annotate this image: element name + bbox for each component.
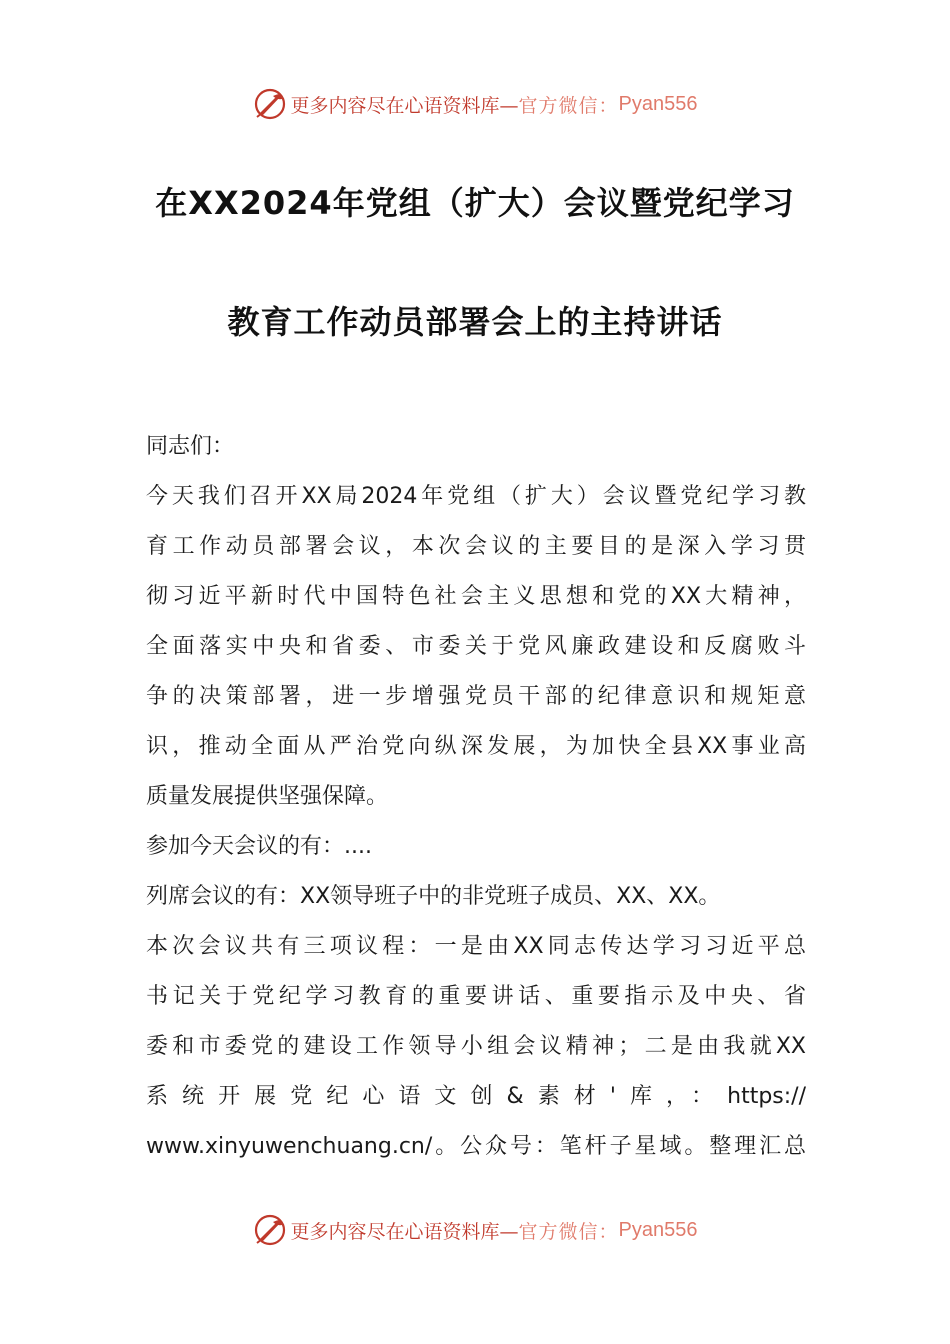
watermark-wechat-label: 官方微信：	[518, 1220, 619, 1243]
document-title-line-2: 教育工作动员部署会上的主持讲话	[227, 303, 723, 341]
watermark-text: 更多内容尽在心语资料库—	[290, 1220, 519, 1243]
watermark-banner-top	[0, 84, 950, 124]
body-line: 同志们：	[146, 434, 235, 459]
body-line: 识，推动全面从严治党向纵深发展，为加快全县XX事业高	[146, 734, 806, 759]
watermark-wechat-id: Pyan556	[618, 1218, 698, 1241]
document-body	[146, 428, 806, 1178]
body-line: 本次会议共有三项议程：一是由XX同志传达学习习近平总	[146, 934, 806, 959]
body-line: 争的决策部署，进一步增强党员干部的纪律意识和规矩意	[146, 684, 806, 709]
body-line: 全面落实中央和省委、市委关于党风廉政建设和反腐败斗	[146, 634, 806, 659]
body-line: 书记关于党纪学习教育的重要讲话、重要指示及中央、省	[146, 984, 806, 1009]
body-line: 系统开展党纪心语文创&素材'库，：https://	[146, 1084, 806, 1109]
body-line: 委和市委党的建设工作领导小组会议精神；二是由我就XX	[146, 1034, 806, 1059]
body-line: 育工作动员部署会议，本次会议的主要目的是深入学习贯	[146, 534, 806, 559]
body-line: 今天我们召开XX局2024年党组（扩大）会议暨党纪学习教	[146, 484, 806, 509]
body-line: www.xinyuwenchuang.cn/。公众号：笔杆子星域。整理汇总	[146, 1134, 806, 1159]
watermark-text: 更多内容尽在心语资料库—	[290, 94, 519, 117]
quill-pen-icon	[253, 1213, 287, 1247]
watermark-wechat-label: 官方微信：	[518, 94, 619, 117]
quill-pen-icon	[253, 87, 287, 121]
watermark-banner-bottom	[0, 1210, 950, 1250]
body-line: 质量发展提供坚强保障。	[146, 784, 389, 809]
body-line: 彻习近平新时代中国特色社会主义思想和党的XX大精神，	[146, 584, 806, 609]
body-line: 列席会议的有：XX领导班子中的非党班子成员、XX、XX。	[146, 884, 721, 909]
watermark-wechat-id: Pyan556	[618, 92, 698, 115]
body-line: 参加今天会议的有：....	[146, 834, 372, 859]
document-title-line-1: 在XX2024年党组（扩大）会议暨党纪学习	[155, 184, 795, 222]
